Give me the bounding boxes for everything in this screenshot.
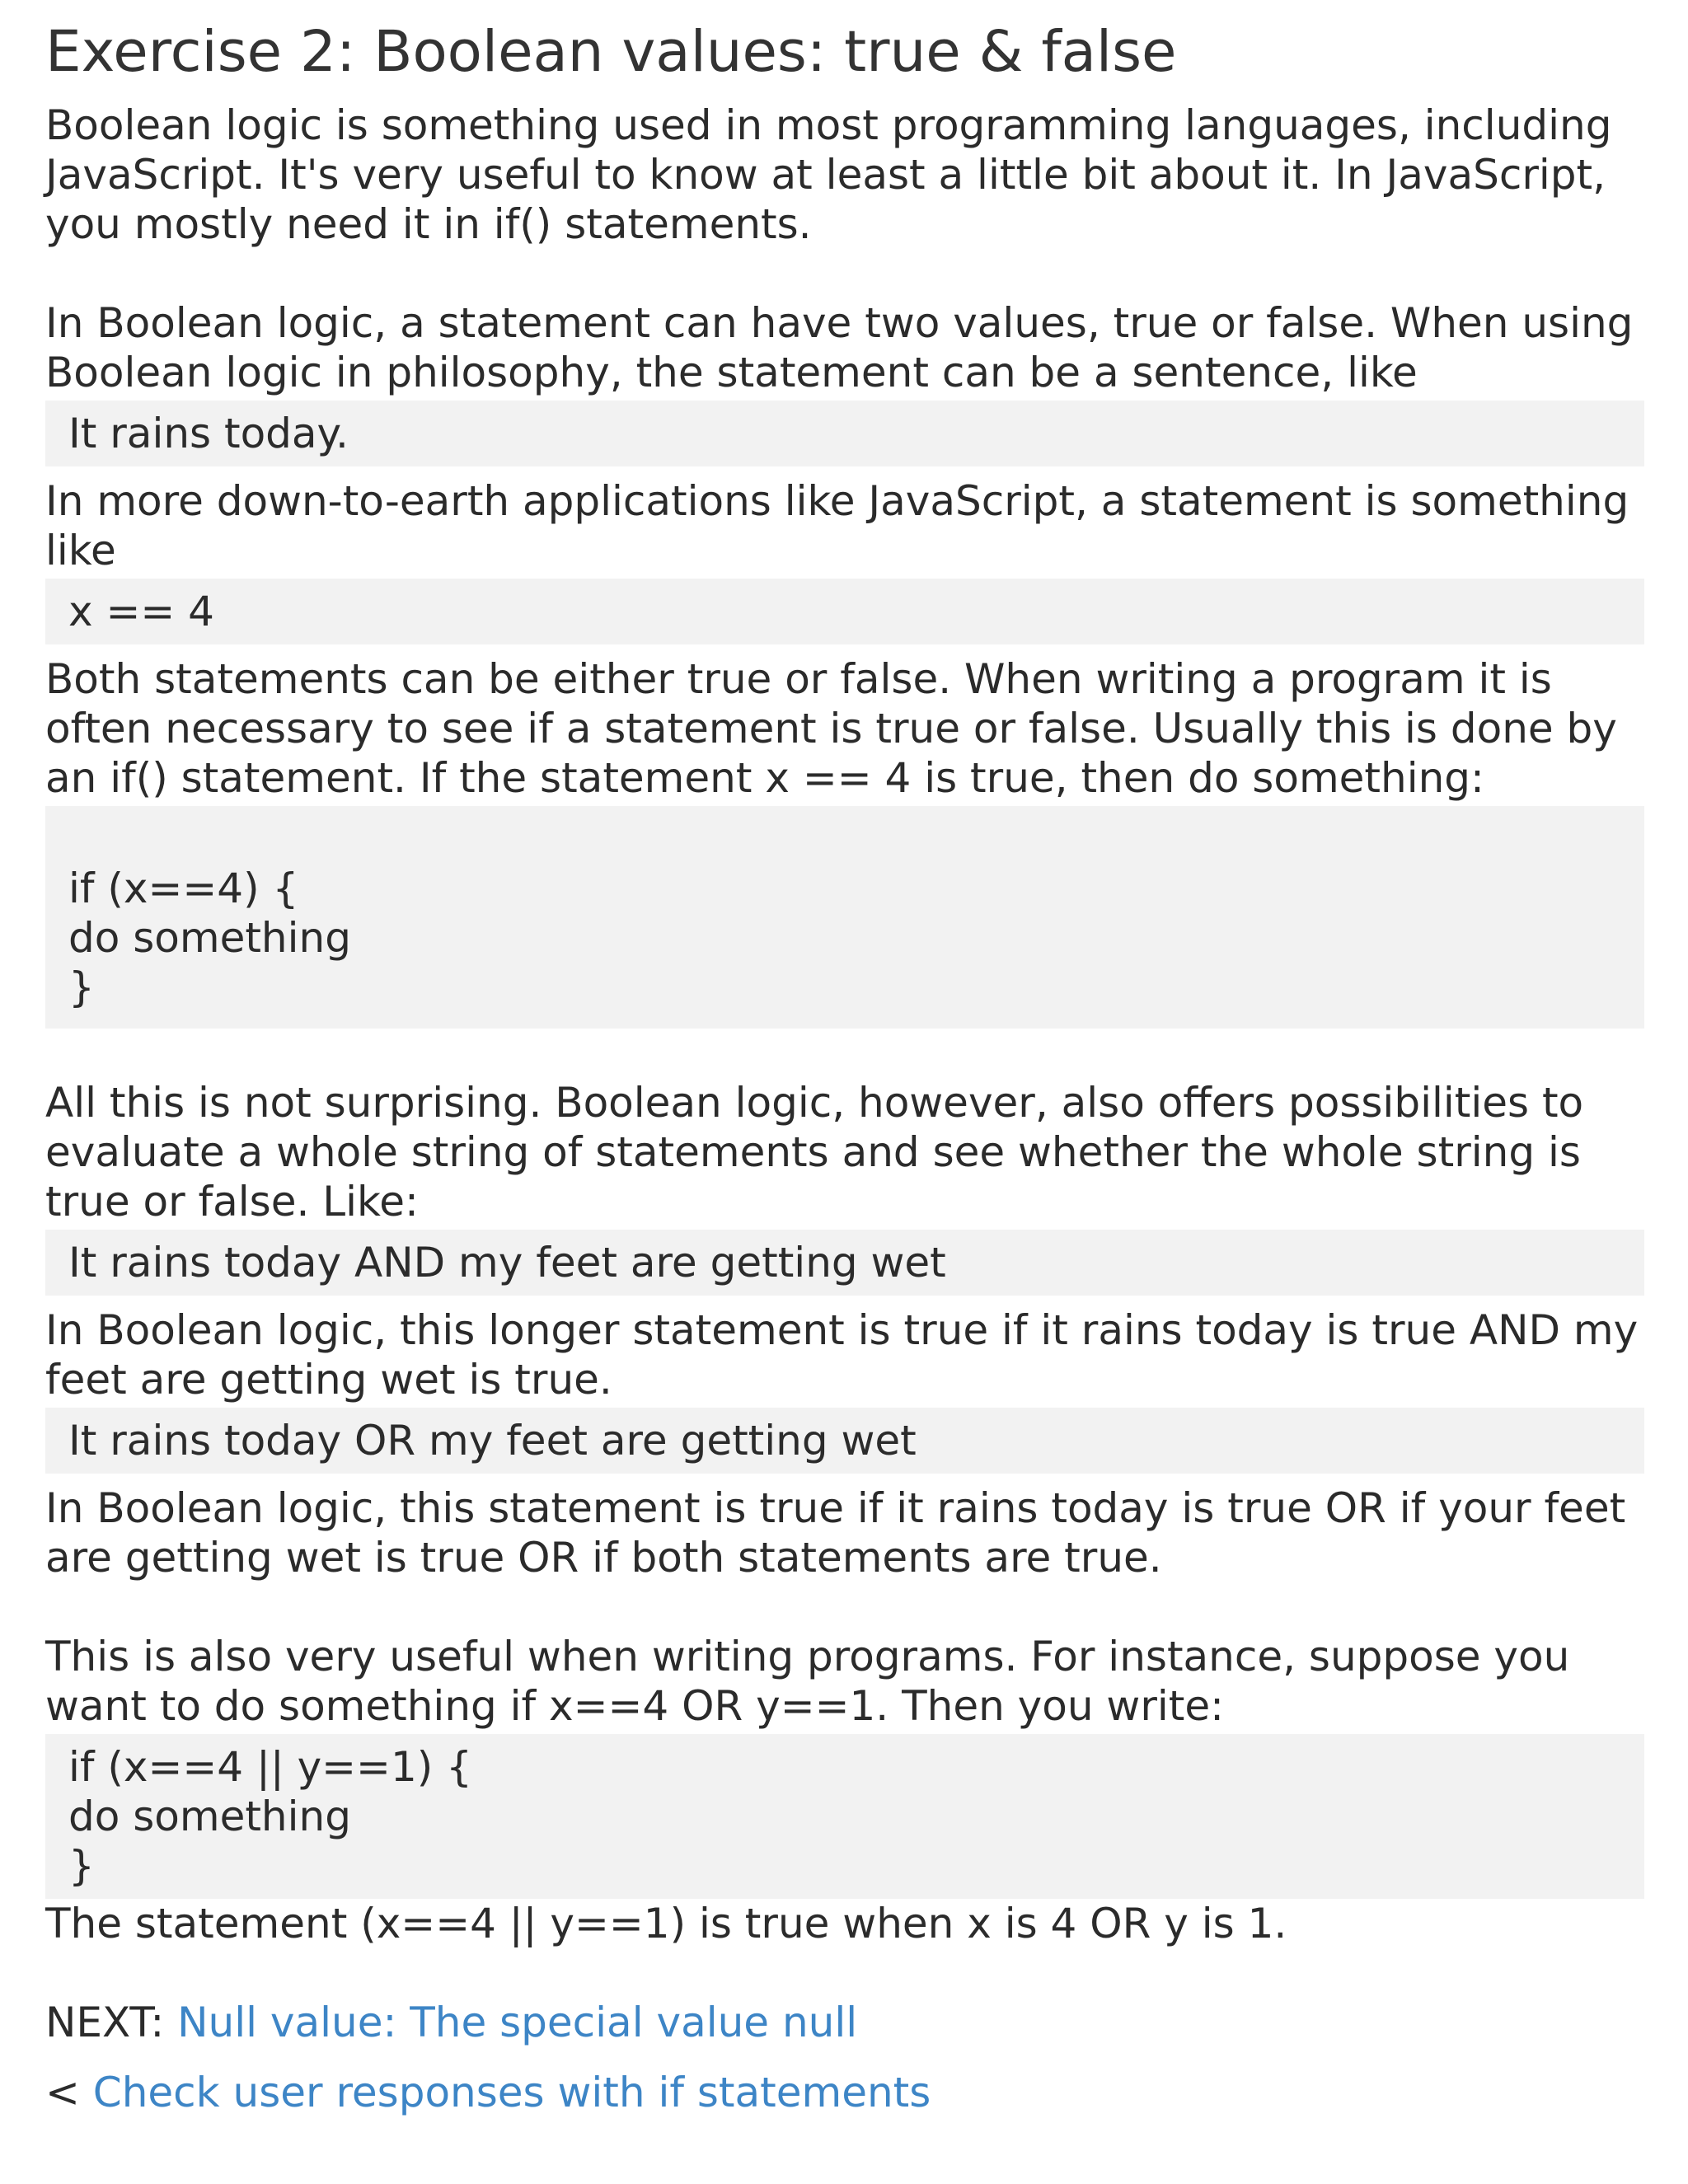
next-prefix: NEXT: <box>45 1999 178 2046</box>
code-block-and <box>45 1230 1644 1296</box>
code-line: It rains today. <box>68 410 349 457</box>
prev-nav <box>45 2068 1644 2117</box>
code-line: It rains today OR my feet are getting wet <box>68 1417 917 1465</box>
paragraph-and-explain: In Boolean logic, this longer statement is true if it rains today is true AND my feet are getting wet is true. <box>45 1306 1639 1404</box>
code-block-x-equals <box>45 579 1644 644</box>
code-line: if (x==4 || y==1) { <box>68 1743 472 1791</box>
paragraph-two-values: In Boolean logic, a statement can have two values, true or false. When using Boolean logic in philosophy, the statement can be a sentence, like <box>45 299 1634 396</box>
paragraph-or-explain: In Boolean logic, this statement is true if it rains today is true OR if your feet are getting wet is true OR if both statements are true. <box>45 1484 1626 1582</box>
code-block-or <box>45 1408 1644 1474</box>
code-line: do something <box>68 914 351 962</box>
code-block-if-or <box>45 1734 1644 1899</box>
paragraph-intro: Boolean logic is something used in most programming languages, including JavaScript. It's very useful to know at least a little bit about it. In JavaScript, you mostly need it in if() statements. <box>45 101 1612 248</box>
article <box>45 18 1644 2117</box>
paragraph-down-to-earth: In more down-to-earth applications like JavaScript, a statement is something like <box>45 477 1629 574</box>
paragraph-both-statements: Both statements can be either true or false. When writing a program it is often necessary to see if a statement is true or false. Usually this is done by an if() statement. If the statement x == 4 is true, then do something: <box>45 655 1617 802</box>
spacer <box>45 249 1644 298</box>
code-block-if <box>45 806 1644 1029</box>
code-line: } <box>68 1842 95 1890</box>
code-block-rains <box>45 401 1644 466</box>
prev-prefix: < <box>45 2069 93 2116</box>
spacer <box>45 1582 1644 1632</box>
next-nav <box>45 1998 1644 2047</box>
code-line: do something <box>68 1793 351 1840</box>
paragraph-or-result: The statement (x==4 || y==1) is true when x is 4 OR y is 1. <box>45 1900 1287 1947</box>
spacer <box>45 1948 1644 1998</box>
next-link[interactable]: Null value: The special value null <box>177 1999 858 2046</box>
code-line: x == 4 <box>68 588 214 635</box>
code-line: if (x==4) { <box>68 865 299 912</box>
spacer <box>45 1029 1644 1078</box>
code-line: } <box>68 963 95 1011</box>
prev-link[interactable]: Check user responses with if statements <box>92 2069 931 2116</box>
page-title: Exercise 2: Boolean values: true & false <box>45 19 1177 85</box>
code-line: It rains today AND my feet are getting wet <box>68 1239 946 1286</box>
paragraph-not-surprising: All this is not surprising. Boolean logic, however, also offers possibilities to evaluate a whole string of statements and see whether the whole string is true or false. Like: <box>45 1079 1584 1226</box>
paragraph-useful: This is also very useful when writing programs. For instance, suppose you want to do something if x==4 OR y==1. Then you write: <box>45 1633 1570 1730</box>
